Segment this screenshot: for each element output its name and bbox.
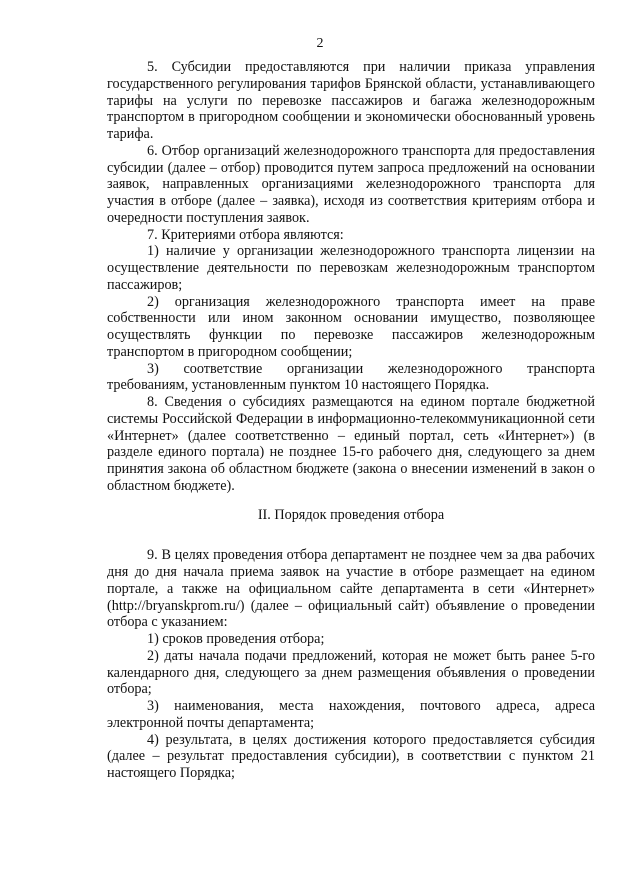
page-number: 2	[316, 36, 324, 51]
item-1: 1) сроков проведения отбора;	[147, 631, 325, 647]
document-body	[107, 59, 595, 782]
paragraph-8: 8. Сведения о субсидиях размещаются на едином портале бюджетной системы Российской Федерации в информационно-телекоммуникационной сети «Интернет» (далее соответственно – единый портал, сеть «Интернет») (в разделе единого портала) не позднее 15-го рабочего дня, следующего за днем принятия закона об областном бюджете (закона о внесении изменений в закон о областном бюджете).	[107, 394, 595, 494]
criterion-3: 3) соответствие организации железнодорожного транспорта требованиям, установленным пунктом 10 настоящего Порядка.	[107, 360, 595, 394]
item-3: 3) наименования, места нахождения, почтового адреса, адреса электронной почты департамента;	[107, 698, 595, 731]
section-heading: II. Порядок проведения отбора	[257, 506, 445, 523]
item-2: 2) даты начала подачи предложений, которая не может быть ранее 5-го календарного дня, следующего за днем размещения объявления о проведении отбора;	[107, 647, 595, 698]
criterion-2: 2) организация железнодорожного транспорта имеет на праве собственности или ином законном основании имущество, позволяющее осуществлять функции по перевозке пассажиров железнодорожным транспортом в пригородном сообщении;	[107, 293, 595, 360]
paragraph-9: 9. В целях проведения отбора департамент не позднее чем за два рабочих дня до дня начала приема заявок на участие в отборе размещает на едином портале, а также на официальном сайте департамента в сети «Интернет» (http://bryanskprom.ru/) (далее – официальный сайт) объявление о проведении отбора с указанием:	[107, 547, 595, 631]
criterion-1: 1) наличие у организации железнодорожного транспорта лицензии на осуществление деятельности по перевозкам железнодорожным транспортом пассажиров;	[107, 243, 595, 293]
paragraph-7: 7. Критериями отбора являются:	[147, 226, 344, 243]
paragraph-5: 5. Субсидии предоставляются при наличии приказа управления государственного регулирования тарифов Брянской области, устанавливающего тарифы на услуги по перевозке пассажиров и багажа железнодорожным транспортом в пригородном сообщении и экономически обоснованный уровень тарифа.	[107, 59, 595, 142]
item-4: 4) результата, в целях достижения которого предоставляется субсидия (далее – результат предоставления субсидии), в соответствии с пунктом 21 настоящего Порядка;	[107, 731, 595, 781]
paragraph-6: 6. Отбор организаций железнодорожного транспорта для предоставления субсидии (далее – отбор) проводится путем запроса предложений на основании заявок, направленных организациями железнодорожного транспорта для участия в отборе (далее – заявка), исходя из соответствия критериям отбора и очередности поступления заявок.	[107, 142, 595, 226]
